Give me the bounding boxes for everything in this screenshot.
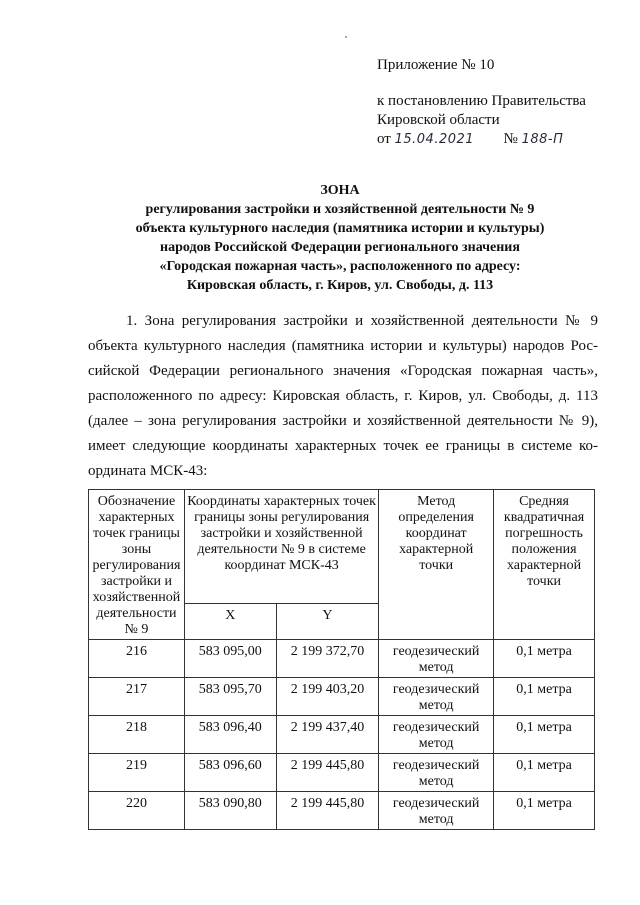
cell-id: 216 <box>89 640 185 678</box>
paragraph-line: объекта культурного наследия (памятника истории и культуры) народов Рос- <box>88 338 598 354</box>
cell-y: 2 199 372,70 <box>276 640 379 678</box>
title-line: Кировская область, г. Киров, ул. Свободы, д. 113 <box>186 278 494 293</box>
resolution-reference: к постановлению Правительства <box>377 93 586 109</box>
title-line: народов Российской Федерации регионального значения <box>160 240 520 255</box>
table-row <box>89 678 595 716</box>
title-line: «Городская пожарная часть», расположенного по адресу: <box>159 259 521 274</box>
resolution-date-line <box>377 130 627 149</box>
cell-x: 583 095,70 <box>184 678 276 716</box>
cell-id: 220 <box>89 792 185 830</box>
cell-error: 0,1 метра <box>494 792 595 830</box>
cell-x: 583 095,00 <box>184 640 276 678</box>
header-designation: Обозначение характерных точек границы зоны регулирования застройки и хозяйственной деятельности № 9 <box>89 490 185 640</box>
title-line: регулирования застройки и хозяйственной деятельности № 9 <box>145 202 535 217</box>
cell-method: геодезический метод <box>379 792 494 830</box>
cell-error: 0,1 метра <box>494 640 595 678</box>
paragraph-line: имеет следующие координаты характерных точек ее границы в системе ко- <box>88 438 598 454</box>
cell-method: геодезический метод <box>379 754 494 792</box>
cell-y: 2 199 445,80 <box>276 792 379 830</box>
date-prefix: от <box>377 131 391 147</box>
paragraph-line: расположенного по адресу: Кировская область, г. Киров, ул. Свободы, д. 113 <box>88 388 598 404</box>
table-row <box>89 792 595 830</box>
cell-error: 0,1 метра <box>494 754 595 792</box>
appendix-number: Приложение № 10 <box>377 57 495 73</box>
paragraph-line: (далее – зона регулирования застройки и хозяйственной деятельности № 9), <box>88 413 598 429</box>
paragraph-line: 1. Зона регулирования застройки и хозяйственной деятельности № 9 <box>126 313 598 329</box>
cell-method: геодезический метод <box>379 640 494 678</box>
body-paragraph <box>88 309 598 484</box>
title-line: объекта культурного наследия (памятника истории и культуры) <box>135 221 545 236</box>
table-row <box>89 716 595 754</box>
resolution-block <box>377 92 627 149</box>
scan-speck <box>345 36 347 38</box>
cell-method: геодезический метод <box>379 716 494 754</box>
cell-error: 0,1 метра <box>494 716 595 754</box>
resolution-region: Кировской области <box>377 112 500 128</box>
cell-id: 218 <box>89 716 185 754</box>
cell-y: 2 199 445,80 <box>276 754 379 792</box>
paragraph-line: сийской Федерации регионального значения «Городская пожарная часть», <box>88 363 598 379</box>
table-row <box>89 754 595 792</box>
cell-method: геодезический метод <box>379 678 494 716</box>
coordinates-table <box>88 489 595 830</box>
header-coordinates: Координаты характерных точек границы зоны регулирования застройки и хозяйственной деятельности № 9 в системе координат МСК-43 <box>184 490 378 604</box>
resolution-date: 15.04.2021 <box>394 132 475 147</box>
table-row <box>89 640 595 678</box>
cell-error: 0,1 метра <box>494 678 595 716</box>
cell-y: 2 199 437,40 <box>276 716 379 754</box>
appendix-block <box>377 56 627 75</box>
header-method: Метод определения координат характерной точки <box>379 490 494 640</box>
paragraph-line: ордината МСК-43: <box>88 463 208 479</box>
title-line: ЗОНА <box>320 183 360 198</box>
header-y: Y <box>276 604 379 640</box>
cell-x: 583 090,80 <box>184 792 276 830</box>
cell-x: 583 096,40 <box>184 716 276 754</box>
cell-id: 217 <box>89 678 185 716</box>
resolution-number: 188-П <box>521 132 564 147</box>
document-title <box>60 181 620 295</box>
cell-x: 583 096,60 <box>184 754 276 792</box>
number-prefix: № <box>503 131 518 147</box>
cell-id: 219 <box>89 754 185 792</box>
cell-y: 2 199 403,20 <box>276 678 379 716</box>
header-x: X <box>184 604 276 640</box>
header-error: Средняя квадратичная погрешность положения характерной точки <box>494 490 595 640</box>
